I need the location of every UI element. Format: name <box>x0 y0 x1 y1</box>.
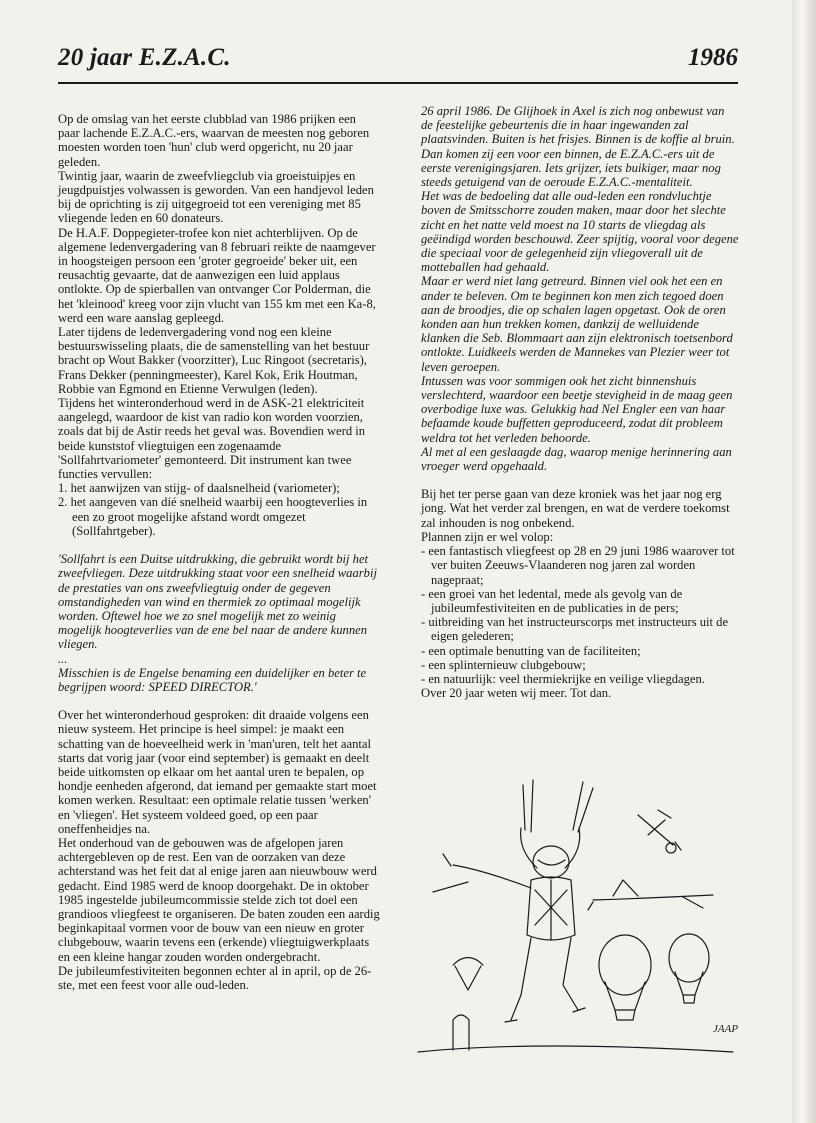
paragraph: Over 20 jaar weten wij meer. Tot dan. <box>421 686 612 701</box>
balloon-small-basket <box>675 972 703 1003</box>
tower <box>453 1015 469 1050</box>
quote-ellipsis: ... <box>58 651 68 666</box>
plan-item: - een optimale benutting van de faciliteiten; <box>421 643 641 658</box>
list-item: 1. het aanwijzen van stijg- of daalsnelheid (variometer); <box>58 481 340 496</box>
boots <box>505 1008 585 1022</box>
italic-paragraph: Het was de bedoeling dat alle oud-leden een rondvluchtje boven de Smitsschorre zouden maken, maar door het slechte zicht en het natte veld moest na 10 starts de vliegdag als geëindigd worden beschouwd. Zeer spijtig, vooral voor degene die speciaal voor de gelegenheid zijn vliegoverall uit de motteballen had gehaald. <box>421 189 739 275</box>
propeller <box>666 843 676 853</box>
paragraph: Het onderhoud van de gebouwen was de afgelopen jaren achtergebleven op de rest. Een van de oorzaken van deze achterstand was het feit dat al enige jaren aan nieuwbouw werd gedacht. Eind 1985 werd de knoop doorgehakt. De in oktober 1985 ingestelde jubileumcommissie stelde zich tot doel een grandioos vliegfeest te organiseren. De baten zouden een aardig beginkapitaal vormen voor de bouw van een nieuw en groter clubgebouw, waarin tevens een (erkende) vliegtuigwerkplaats en een kleine hangar zouden worden ondergebracht. <box>58 835 380 964</box>
italic-paragraph: Intussen was voor sommigen ook het zicht binnenshuis verslechterd, waardoor een beetje stevigheid in de maag geen overbodige luxe was. Gelukkig had Nel Engler een van haar befaamde koude buffetten geproduceerd, zodat dit probleem weldra tot het verleden behoorde. <box>421 373 733 445</box>
plan-item: - een groei van het ledental, mede als gevolg van de jubileumfestiviteiten en de publicaties in de pers; <box>421 586 683 615</box>
ground-line <box>418 1046 733 1052</box>
page-title: 20 jaar E.Z.A.C. <box>58 44 231 71</box>
paragraph: Over het winteronderhoud gesproken: dit draaide volgens een nieuw systeem. Het principe is heel simpel: je maakt een schatting van de hoeveelheid werk in 'man'uren, telt het aantal starts dat vorig jaar (voor eind september) is gemaakt en deelt beide uitkomsten op elkaar om het aantal uren te bepalen, op hondje eenheden afgerond, dat iemand per gemaakte start moet komen werken. Resultaat: een optimale relatie tussen 'werken' en 'vliegen'. Het systeem voldeed goed, op een paar oneffenheidjes na. <box>58 708 377 836</box>
page-header <box>58 44 738 84</box>
list-item: 2. het aangeven van díé snelheid waarbij een hoogteverlies in een zo groot mogelijke afstand wordt omgezet (Sollfahrtgeber). <box>58 495 368 538</box>
paragraph: Plannen zijn er wel volop: <box>421 529 554 544</box>
page-edge <box>792 0 816 1123</box>
paragraph: De jubileumfestiviteiten begonnen echter al in april, op de 26-ste, met een feest voor alle oud-leden. <box>58 963 372 992</box>
paragraph: Op de omslag van het eerste clubblad van 1986 prijken een paar lachende E.Z.A.C.-ers, waarvan de meesten nog geboren moesten worden toen 'hun' club werd opgericht, nu 20 jaar geleden. <box>58 112 370 169</box>
italic-paragraph: Maar er werd niet lang getreurd. Binnen viel ook het een en ander te beleven. Om te beginnen kon men zich tegoed doen aan de broodjes, die op schalen lagen opgetast. Ook de oren konden aan hun trekken komen, dankzij de welluidende klanken die Seb. Blommaart aan zijn elektronisch toetsenbord ontlokte. Luidkeels werden de Mannekes van Plezier weer tot leven geroepen. <box>421 274 733 374</box>
header-rule <box>58 82 738 84</box>
paragraph: Twintig jaar, waarin de zweefvliegclub via groeistuipjes en jeugdpuistjes volwassen is geworden. Van een handjevol leden bij de oprichting is zij uitgegroeid tot een vereniging met 85 vliegende leden en 60 donateurs. <box>58 168 374 226</box>
small-parachute <box>453 958 483 991</box>
balloon-large-basket <box>605 982 645 1020</box>
plan-item: - uitbreiding van het instructeurscorps met instructeurs uit de eigen gelederen; <box>421 615 729 644</box>
paragraph: Tijdens het winteronderhoud werd in de ASK-21 elektriciteit aangelegd, waardoor de kist van radio kon worden voorzien, zoals dat bij de Astir reeds het geval was. Bovendien werd in beide kunststof vliegtuigen een zogenaamde 'Sollfahrtvariometer' gemonteerd. Dit instrument kan twee functies vervullen: <box>58 396 366 482</box>
legs <box>511 938 578 1020</box>
arms <box>521 828 580 868</box>
paragraph: De H.A.F. Doppegieter-trofee kon niet achterblijven. Op de algemene ledenvergadering van 8 februari reikte de naamgever in hoogsteigen persoon een 'groter gegroeide' beker uit, een reusachtig gevaarte, dat de aanwezigen een luid applaus ontlokte. Op de spierballen van ontvanger Cor Polderman, die het 'kleinood' kreeg voor zijn vlucht van 155 km met een Ka-8, werd een ware aanslag gepleegd. <box>58 225 376 325</box>
artist-signature: JAAP <box>713 1023 739 1035</box>
quote-paragraph: Misschien is de Engelse benaming een duidelijker en beter te begrijpen woord: SPEED DIRECTOR.' <box>58 665 367 694</box>
paragraph: Bij het ter perse gaan van deze kroniek was het jaar nog erg jong. Wat het verder zal brengen, en wat de verdere toekomst zal inhouden is nog onbekend. <box>421 487 730 530</box>
italic-paragraph: Al met al een geslaagde dag, waarop menige herinnering aan vroeger werd opgehaald. <box>421 444 732 474</box>
left-column <box>58 112 380 992</box>
cartoon-illustration <box>413 770 739 1055</box>
quote-paragraph: 'Sollfahrt is een Duitse uitdrukking, die gebruikt wordt bij het zweefvliegen. Deze uitdrukking staat voor een snelheid waarbij de prestaties van ons zweefvliegtuig onder de gegeven omstandigheden van wind en thermiek zo optimaal mogelijk worden. Oftewel hoe we zo snel mogelijk met zo weinig mogelijk hoogteverlies van de ene bel naar de andere kunnen vliegen. <box>58 552 377 652</box>
paragraph: Later tijdens de ledenvergadering vond nog een kleine bestuurswisseling plaats, die de samenstelling van het bestuur bracht op Wout Bakker (voorzitter), Luc Ringoot (secretaris), Frans Dekker (penningmeester), Karel Kok, Erik Houtman, Robbie van Egmond en Etienne Verwulgen (leden). <box>58 325 370 396</box>
page-year: 1986 <box>688 44 738 71</box>
goggles <box>538 860 565 865</box>
right-column <box>421 104 739 700</box>
glider-right <box>588 880 713 910</box>
balloon-small <box>669 934 709 982</box>
italic-paragraph: 26 april 1986. De Glijhoek in Axel is zich nog onbewust van de feestelijke gebeurtenis die in haar ingewanden zal plaatsvinden. Buiten is het frisjes. Binnen is de koffie al bruin. Dan komen zij een voor een binnen, de E.Z.A.C.-ers uit de eerste verenigingsjaren. Iets grijzer, iets buikiger, maar nog steeds getuigend van de oeroude E.Z.A.C.-mentaliteit. <box>421 104 735 190</box>
helmet <box>533 846 569 878</box>
parachute-lines <box>523 780 593 832</box>
plan-item: - een splinternieuw clubgebouw; <box>421 657 586 672</box>
glider-left <box>433 854 531 892</box>
plan-item: - en natuurlijk: veel thermiekrijke en veilige vliegdagen. <box>421 671 705 686</box>
harness <box>535 880 567 940</box>
plan-item: - een fantastisch vliegfeest op 28 en 29 juni 1986 waarover tot ver buiten Zeeuws-Vlaanderen nog jaren zal worden nagepraat; <box>421 544 735 587</box>
